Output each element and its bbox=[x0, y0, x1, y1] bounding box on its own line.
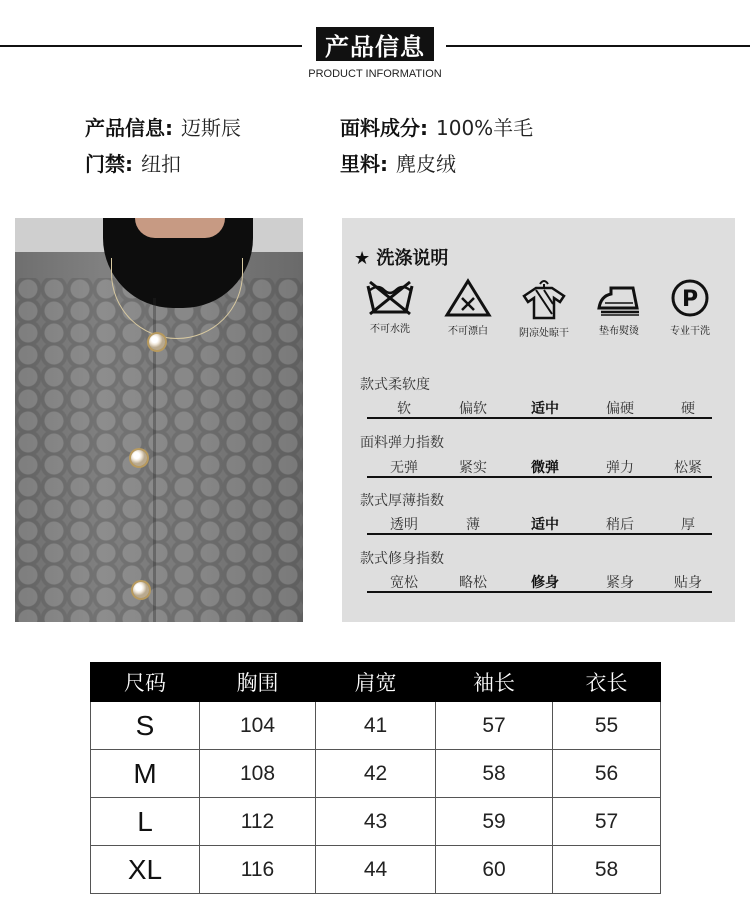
product-photo bbox=[15, 218, 303, 622]
scale-option-selected: 微弹 bbox=[531, 460, 559, 476]
scale-option: 宽松 bbox=[390, 575, 418, 591]
scale-items bbox=[367, 398, 712, 418]
cell-shoulder: 41 bbox=[316, 702, 436, 750]
scale-option: 硬 bbox=[681, 401, 695, 417]
scale-option: 紧实 bbox=[459, 460, 487, 476]
info-closure bbox=[85, 148, 181, 177]
info-fabric-value: 100%羊毛 bbox=[436, 116, 534, 140]
info-closure-key: 门禁: bbox=[85, 152, 133, 176]
size-table bbox=[90, 662, 661, 894]
cell-chest: 116 bbox=[200, 846, 316, 894]
header-size: 尺码 bbox=[91, 663, 200, 702]
scale-items bbox=[367, 572, 712, 592]
cell-sleeve: 59 bbox=[436, 798, 553, 846]
cell-size: XL bbox=[91, 846, 200, 894]
table-row bbox=[91, 798, 661, 846]
cell-chest: 104 bbox=[200, 702, 316, 750]
scale-option: 无弹 bbox=[390, 460, 418, 476]
info-brand-key: 产品信息: bbox=[85, 116, 173, 140]
icon-label: 不可漂白 bbox=[448, 326, 488, 337]
icon-label: 阴凉处晾干 bbox=[519, 328, 569, 339]
table-row bbox=[91, 702, 661, 750]
line-dry-shade-icon bbox=[520, 278, 568, 320]
info-lining-key: 里料: bbox=[340, 152, 388, 176]
icon-item bbox=[584, 278, 654, 337]
dry-clean-only-icon bbox=[668, 278, 712, 318]
info-fabric bbox=[340, 112, 533, 141]
icon-label: 垫布熨烫 bbox=[599, 326, 639, 337]
table-row bbox=[91, 846, 661, 894]
cell-length: 56 bbox=[553, 750, 661, 798]
info-brand-value: 迈斯辰 bbox=[181, 116, 241, 140]
scale-option: 略松 bbox=[459, 575, 487, 591]
cell-size: M bbox=[91, 750, 200, 798]
scale-line bbox=[367, 417, 712, 419]
cell-chest: 108 bbox=[200, 750, 316, 798]
scale-line bbox=[367, 591, 712, 593]
scale-option-selected: 适中 bbox=[531, 517, 559, 533]
scale-items bbox=[367, 514, 712, 534]
info-lining bbox=[340, 148, 456, 177]
svg-text:P: P bbox=[681, 287, 699, 312]
wash-panel bbox=[342, 218, 735, 622]
header-length: 衣长 bbox=[553, 663, 661, 702]
scale-title: 款式厚薄指数 bbox=[360, 493, 444, 509]
cell-shoulder: 43 bbox=[316, 798, 436, 846]
header-sleeve: 袖长 bbox=[436, 663, 553, 702]
info-lining-value: 麂皮绒 bbox=[396, 152, 456, 176]
pearl-button bbox=[149, 334, 165, 350]
cell-shoulder: 44 bbox=[316, 846, 436, 894]
scale-line bbox=[367, 476, 712, 478]
scale-option: 偏硬 bbox=[606, 401, 634, 417]
cell-length: 55 bbox=[553, 702, 661, 750]
cell-shoulder: 42 bbox=[316, 750, 436, 798]
scale-option: 贴身 bbox=[674, 575, 702, 591]
header-chest: 胸围 bbox=[200, 663, 316, 702]
scale-title: 款式修身指数 bbox=[360, 551, 444, 567]
header-shoulder: 肩宽 bbox=[316, 663, 436, 702]
info-fabric-key: 面料成分: bbox=[340, 116, 428, 140]
info-brand bbox=[85, 112, 241, 141]
scale-option: 弹力 bbox=[606, 460, 634, 476]
scale-items bbox=[367, 457, 712, 477]
iron-with-cloth-icon bbox=[593, 278, 645, 318]
icon-item bbox=[433, 278, 503, 337]
scale-option: 偏软 bbox=[459, 401, 487, 417]
table-row bbox=[91, 750, 661, 798]
icon-item bbox=[355, 278, 425, 335]
info-closure-value: 纽扣 bbox=[141, 152, 181, 176]
cell-size: L bbox=[91, 798, 200, 846]
cell-sleeve: 60 bbox=[436, 846, 553, 894]
header-line-right bbox=[446, 45, 750, 47]
cell-chest: 112 bbox=[200, 798, 316, 846]
cell-sleeve: 57 bbox=[436, 702, 553, 750]
scale-option: 松紧 bbox=[674, 460, 702, 476]
section-title: 产品信息 bbox=[316, 27, 434, 61]
scale-option-selected: 修身 bbox=[531, 575, 559, 591]
section-subtitle: PRODUCT INFORMATION bbox=[308, 68, 442, 80]
cell-length: 58 bbox=[553, 846, 661, 894]
no-machine-wash-icon bbox=[364, 278, 416, 316]
cell-size: S bbox=[91, 702, 200, 750]
neck-skin bbox=[135, 218, 225, 238]
cell-sleeve: 58 bbox=[436, 750, 553, 798]
cell-length: 57 bbox=[553, 798, 661, 846]
scale-option: 透明 bbox=[390, 517, 418, 533]
icon-item bbox=[655, 278, 725, 337]
scale-option: 稍后 bbox=[606, 517, 634, 533]
icon-item bbox=[509, 278, 579, 339]
icon-label: 不可水洗 bbox=[370, 324, 410, 335]
scale-option: 紧身 bbox=[606, 575, 634, 591]
pearl-button bbox=[133, 582, 149, 598]
table-header-row bbox=[91, 663, 661, 702]
scale-option: 薄 bbox=[466, 517, 480, 533]
pearl-button bbox=[131, 450, 147, 466]
icon-label: 专业干洗 bbox=[670, 326, 710, 337]
scale-option: 软 bbox=[397, 401, 411, 417]
header-line-left bbox=[0, 45, 302, 47]
no-bleach-icon bbox=[444, 278, 492, 318]
scale-line bbox=[367, 533, 712, 535]
scale-title: 面料弹力指数 bbox=[360, 435, 444, 451]
scale-title: 款式柔软度 bbox=[360, 377, 430, 393]
scale-option-selected: 适中 bbox=[531, 401, 559, 417]
scale-option: 厚 bbox=[681, 517, 695, 533]
wash-title: ★ 洗涤说明 bbox=[354, 248, 449, 269]
